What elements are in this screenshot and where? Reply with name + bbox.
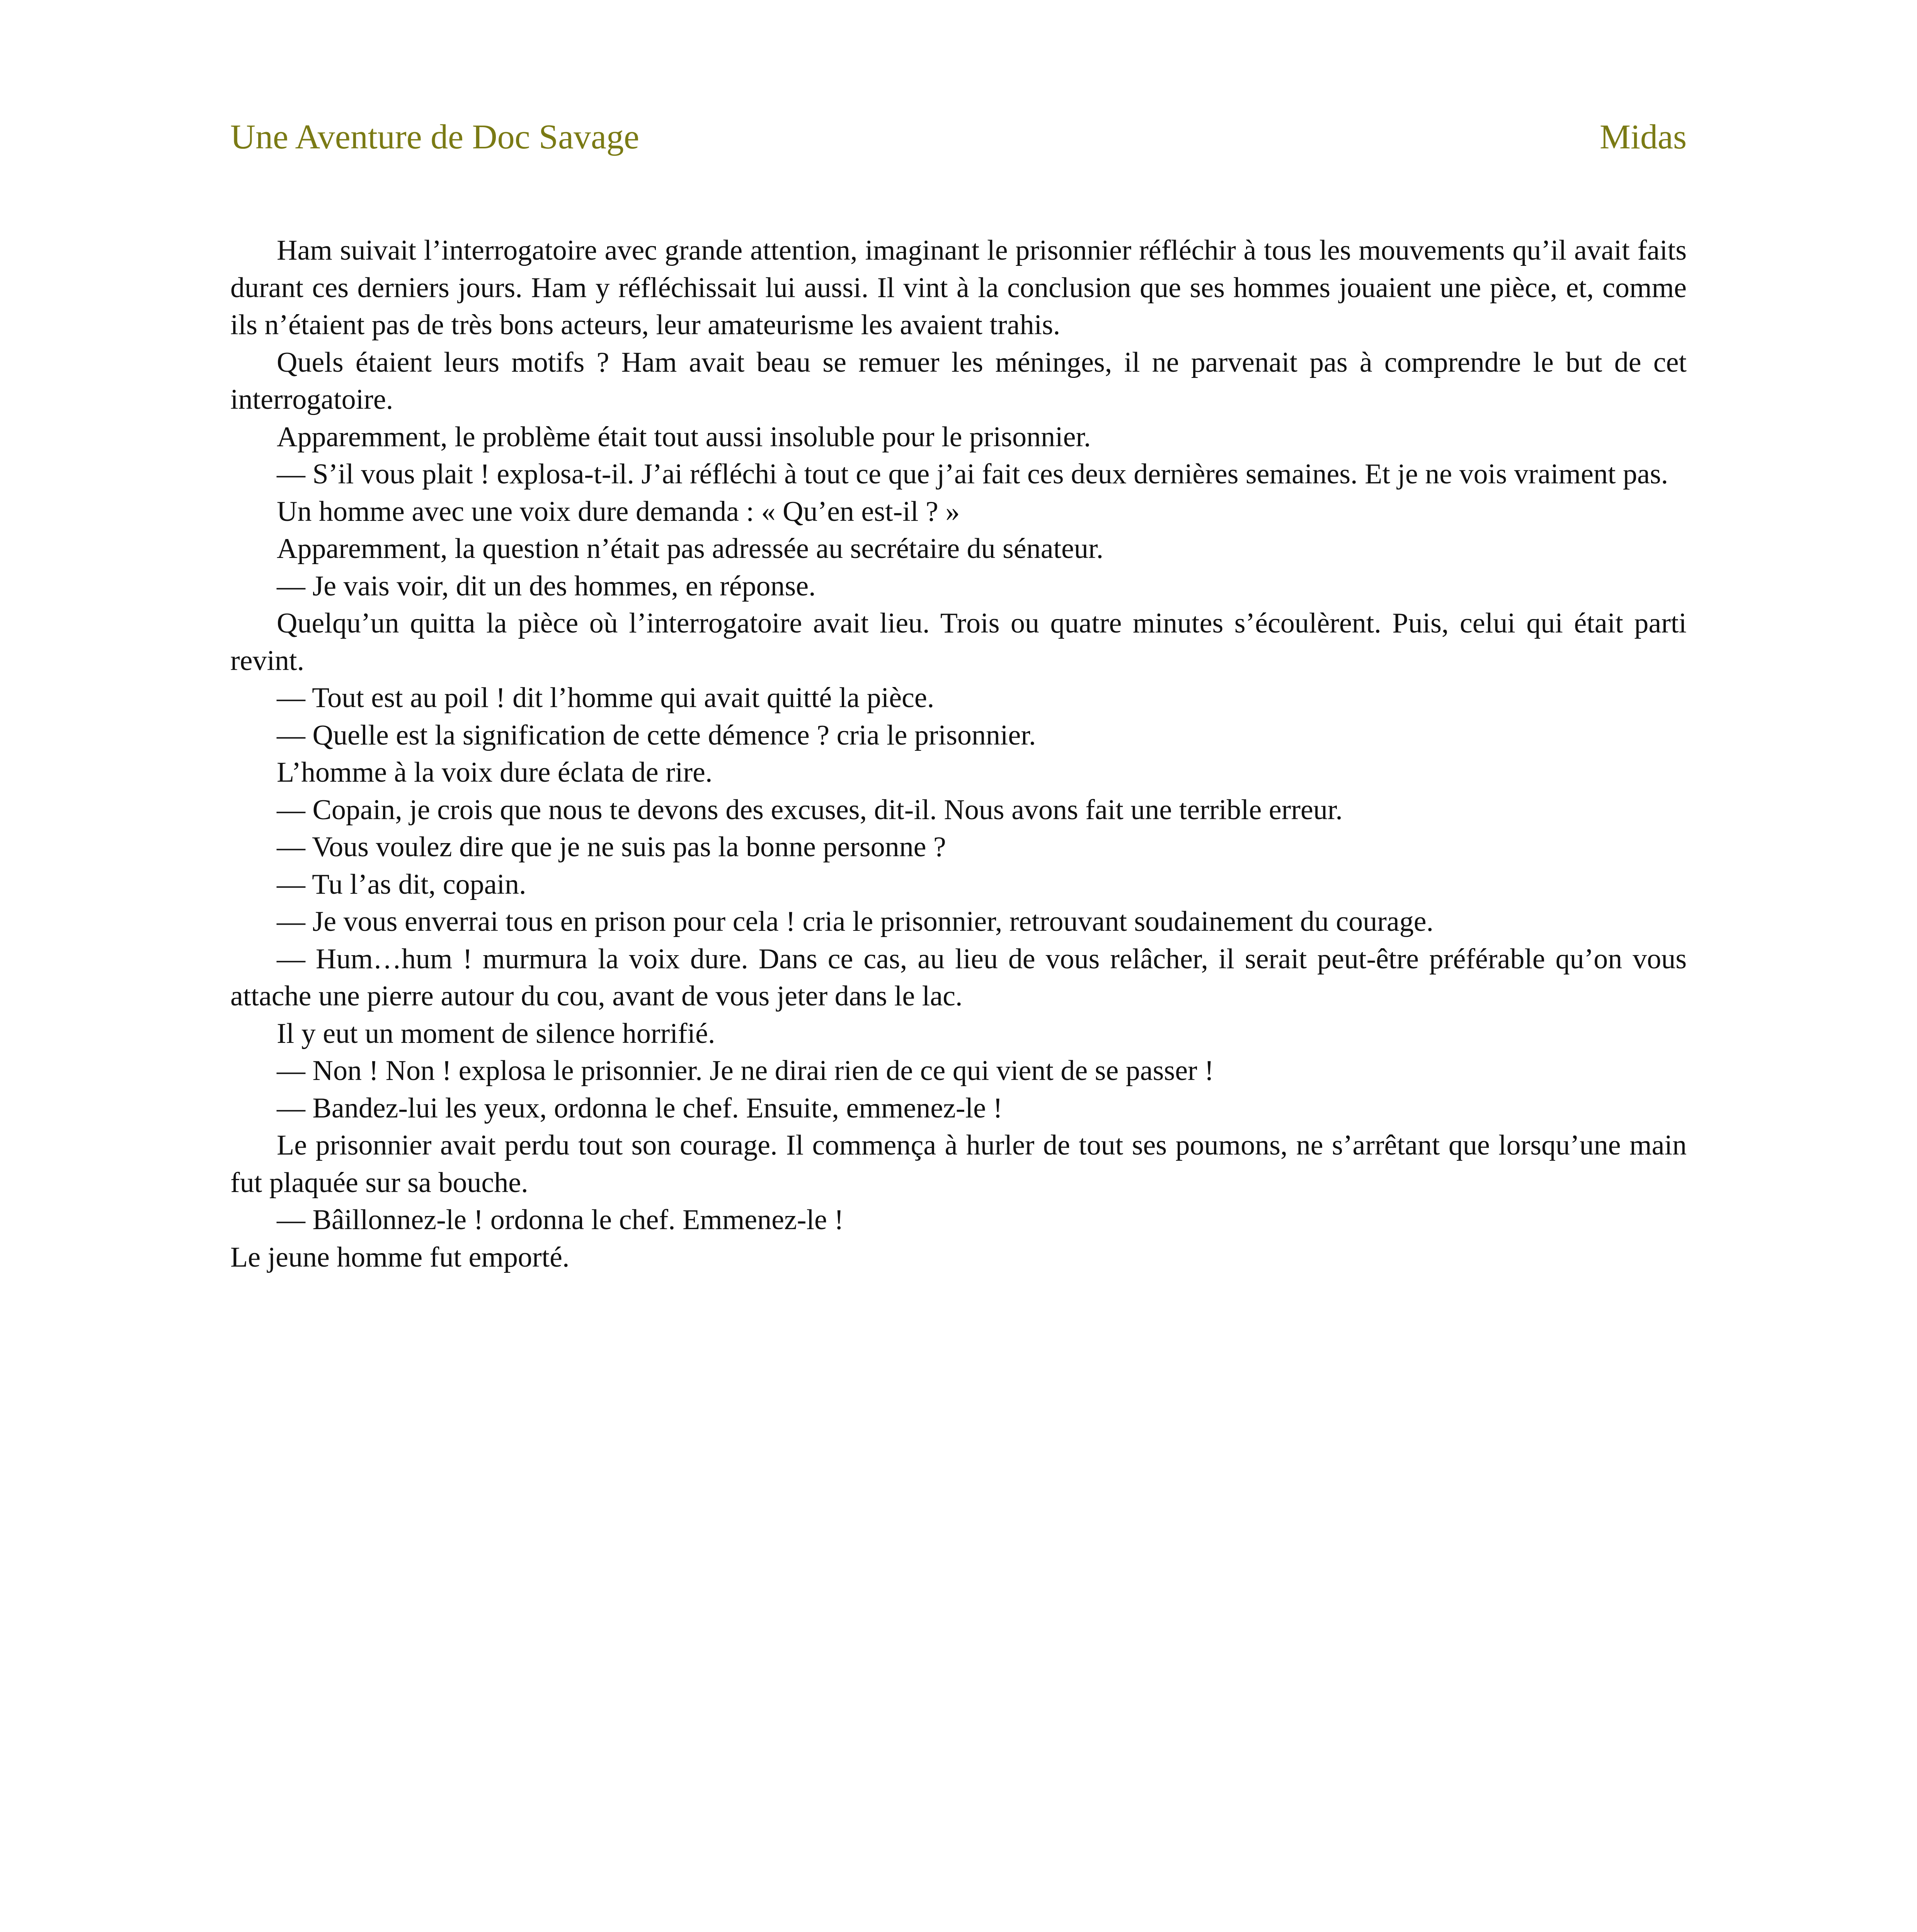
paragraph: Le prisonnier avait perdu tout son courage. Il commença à hurler de tout ses poumons, ne s’arrêtant que lorsqu’une main fut plaquée sur sa bouche. [230, 1129, 1687, 1199]
paragraph: Quels étaient leurs motifs ? Ham avait beau se remuer les méninges, il ne parvenait pas à comprendre le but de cet interrogatoire. [230, 346, 1687, 415]
paragraph: — Je vais voir, dit un des hommes, en réponse. [277, 570, 816, 602]
paragraph: — Quelle est la signification de cette démence ? cria le prisonnier. [277, 719, 1036, 751]
paragraph: — Hum…hum ! murmura la voix dure. Dans ce cas, au lieu de vous relâcher, il serait peut-être préférable qu’on vous attache une pierre autour du cou, avant de vous jeter dans le lac. [230, 943, 1687, 1012]
book-title-header: Une Aventure de Doc Savage [230, 118, 639, 156]
paragraph: Il y eut un moment de silence horrifié. [277, 1017, 715, 1049]
paragraph: Ham suivait l’interrogatoire avec grande attention, imaginant le prisonnier réfléchir à tous les mouvements qu’il avait faits durant ces derniers jours. Ham y réfléchissait lui aussi. Il vint à la conclusion que ses hommes jouaient une pièce, et, comme ils n’étaient pas de très bons acteurs, leur amateurisme les avaient trahis. [230, 235, 1687, 341]
running-header [230, 116, 1687, 158]
paragraph: Apparemment, le problème était tout aussi insoluble pour le prisonnier. [277, 421, 1091, 453]
paragraph: — Bandez-lui les yeux, ordonna le chef. Ensuite, emmenez-le ! [277, 1092, 1003, 1124]
paragraph: — Tout est au poil ! dit l’homme qui avait quitté la pièce. [277, 682, 935, 714]
chapter-title-header: Midas [1600, 118, 1687, 156]
paragraph: Le jeune homme fut emporté. [230, 1241, 570, 1273]
paragraph: Quelqu’un quitta la pièce où l’interrogatoire avait lieu. Trois ou quatre minutes s’écoulèrent. Puis, celui qui était parti revint. [230, 607, 1687, 677]
paragraph: — Tu l’as dit, copain. [277, 868, 526, 900]
paragraph: — Copain, je crois que nous te devons des excuses, dit-il. Nous avons fait une terrible erreur. [277, 794, 1343, 826]
paragraph: — Bâillonnez-le ! ordonna le chef. Emmenez-le ! [277, 1204, 844, 1236]
paragraph: — Je vous enverrai tous en prison pour cela ! cria le prisonnier, retrouvant soudainement du courage. [277, 906, 1434, 937]
paragraph: Un homme avec une voix dure demanda : « Qu’en est-il ? » [277, 495, 960, 527]
paragraph: — S’il vous plait ! explosa-t-il. J’ai réfléchi à tout ce que j’ai fait ces deux dernières semaines. Et je ne vois vraiment pas. [277, 458, 1668, 490]
paragraph: Apparemment, la question n’était pas adressée au secrétaire du sénateur. [277, 533, 1103, 565]
paragraph: — Non ! Non ! explosa le prisonnier. Je ne dirai rien de ce qui vient de se passer ! [277, 1055, 1214, 1087]
body-text [230, 232, 1687, 1276]
paragraph: L’homme à la voix dure éclata de rire. [277, 757, 713, 788]
paragraph: — Vous voulez dire que je ne suis pas la bonne personne ? [277, 831, 946, 863]
